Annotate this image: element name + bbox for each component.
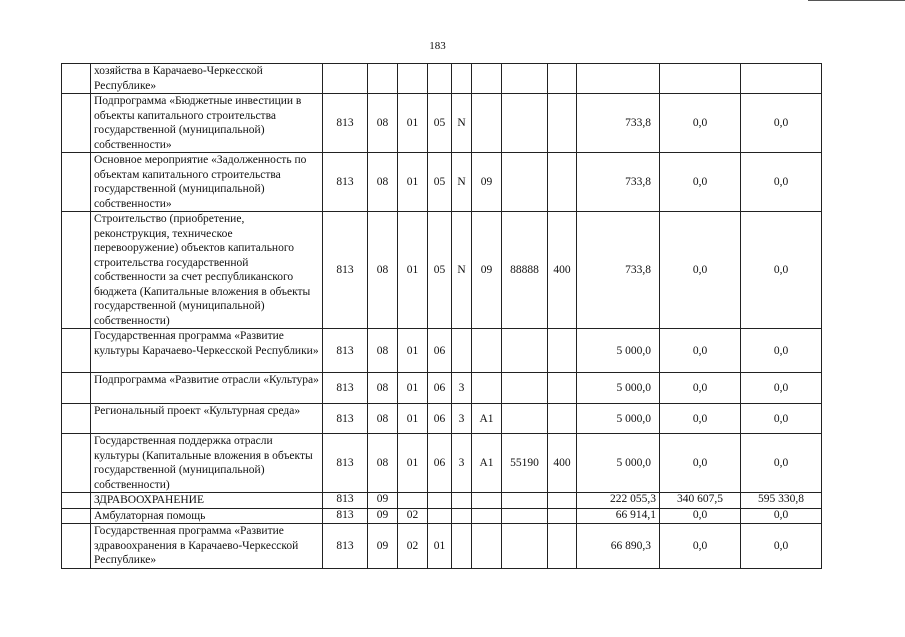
cell-subprogram: N: [452, 153, 472, 212]
row-name: Подпрограмма «Бюджетные инвестиции в объекты капитального строительства государственной (муниципальной) собственности»: [91, 94, 323, 153]
cell-program: 06: [428, 373, 452, 404]
table-row: [62, 524, 822, 569]
amount-year-2: 0,0: [660, 524, 741, 569]
amount-year-3: 595 330,8: [741, 493, 822, 509]
cell-subprogram: [452, 329, 472, 373]
amount-year-1: 5 000,0: [577, 404, 660, 434]
cell-activity: [472, 508, 502, 524]
cell-subsection: 01: [398, 404, 428, 434]
cell-ministry: 813: [323, 524, 368, 569]
row-name: ЗДРАВООХРАНЕНИЕ: [91, 493, 323, 509]
cell-subsection: 02: [398, 508, 428, 524]
cell-expense-type: [548, 373, 577, 404]
cell-subprogram: N: [452, 94, 472, 153]
cell-section: 08: [368, 434, 398, 493]
amount-year-1: 5 000,0: [577, 329, 660, 373]
table-row: [62, 212, 822, 329]
cell-direction: [502, 508, 548, 524]
amount-year-2: 0,0: [660, 404, 741, 434]
row-name: Подпрограмма «Развитие отрасли «Культура»: [91, 373, 323, 404]
row-number: [62, 493, 91, 509]
cell-subsection: 01: [398, 373, 428, 404]
cell-section: [368, 64, 398, 94]
cell-subprogram: [452, 64, 472, 94]
cell-section: 08: [368, 329, 398, 373]
cell-program: [428, 64, 452, 94]
cell-direction: [502, 524, 548, 569]
cell-section: 08: [368, 153, 398, 212]
cell-section: 09: [368, 508, 398, 524]
amount-year-3: 0,0: [741, 508, 822, 524]
cell-expense-type: [548, 404, 577, 434]
row-number: [62, 434, 91, 493]
amount-year-2: 0,0: [660, 508, 741, 524]
cell-section: 09: [368, 493, 398, 509]
row-name: Строительство (приобретение, реконструкция, техническое перевооружение) объектов капитального строительства государственной собственности за счет республиканского бюджета (Капитальные вложения в объекты государственной (муниципальной) собственности): [91, 212, 323, 329]
amount-year-3: 0,0: [741, 94, 822, 153]
cell-expense-type: [548, 508, 577, 524]
cell-section: 09: [368, 524, 398, 569]
cell-subprogram: 3: [452, 373, 472, 404]
cell-program: 06: [428, 434, 452, 493]
amount-year-1: 733,8: [577, 94, 660, 153]
cell-direction: [502, 153, 548, 212]
cell-section: 08: [368, 94, 398, 153]
row-name: хозяйства в Карачаево-Черкесской Республике»: [91, 64, 323, 94]
cell-subsection: [398, 64, 428, 94]
cell-subsection: 02: [398, 524, 428, 569]
amount-year-1: [577, 64, 660, 94]
table-row: [62, 153, 822, 212]
cell-ministry: 813: [323, 434, 368, 493]
amount-year-2: 340 607,5: [660, 493, 741, 509]
row-name: Основное мероприятие «Задолженность по объектам капитального строительства государственной (муниципальной) собственности»: [91, 153, 323, 212]
cell-subprogram: [452, 508, 472, 524]
cell-ministry: 813: [323, 329, 368, 373]
cell-direction: [502, 94, 548, 153]
row-number: [62, 508, 91, 524]
amount-year-3: 0,0: [741, 524, 822, 569]
table-row: [62, 508, 822, 524]
table-row: [62, 404, 822, 434]
cell-direction: [502, 493, 548, 509]
cell-program: 05: [428, 153, 452, 212]
cell-expense-type: [548, 64, 577, 94]
table-row: [62, 329, 822, 373]
amount-year-2: 0,0: [660, 94, 741, 153]
cell-subprogram: [452, 524, 472, 569]
cell-subsection: 01: [398, 94, 428, 153]
table-row: [62, 373, 822, 404]
cell-expense-type: [548, 524, 577, 569]
amount-year-3: 0,0: [741, 153, 822, 212]
row-number: [62, 64, 91, 94]
cell-subprogram: 3: [452, 404, 472, 434]
amount-year-3: 0,0: [741, 404, 822, 434]
cell-expense-type: 400: [548, 212, 577, 329]
cell-subsection: [398, 493, 428, 509]
amount-year-3: 0,0: [741, 329, 822, 373]
cell-program: 06: [428, 404, 452, 434]
cell-subprogram: [452, 493, 472, 509]
cell-program: 06: [428, 329, 452, 373]
cell-subprogram: 3: [452, 434, 472, 493]
cell-ministry: 813: [323, 153, 368, 212]
cell-direction: [502, 373, 548, 404]
amount-year-1: 733,8: [577, 212, 660, 329]
cell-expense-type: [548, 329, 577, 373]
row-name: Государственная программа «Развитие здравоохранения в Карачаево-Черкесской Республике»: [91, 524, 323, 569]
row-number: [62, 524, 91, 569]
amount-year-2: 0,0: [660, 434, 741, 493]
row-number: [62, 373, 91, 404]
cell-direction: 55190: [502, 434, 548, 493]
cell-ministry: [323, 64, 368, 94]
amount-year-1: 5 000,0: [577, 434, 660, 493]
cell-program: [428, 493, 452, 509]
page-number: 183: [429, 40, 446, 52]
row-name: Государственная программа «Развитие культуры Карачаево-Черкесской Республики»: [91, 329, 323, 373]
cell-direction: [502, 329, 548, 373]
cell-activity: [472, 329, 502, 373]
cell-activity: [472, 373, 502, 404]
amount-year-2: 0,0: [660, 212, 741, 329]
cell-subsection: 01: [398, 329, 428, 373]
amount-year-1: 66 914,1: [577, 508, 660, 524]
amount-year-1: 5 000,0: [577, 373, 660, 404]
cell-activity: 09: [472, 153, 502, 212]
cell-section: 08: [368, 373, 398, 404]
amount-year-1: 733,8: [577, 153, 660, 212]
cell-expense-type: [548, 493, 577, 509]
cell-program: 05: [428, 212, 452, 329]
row-number: [62, 329, 91, 373]
cell-expense-type: [548, 153, 577, 212]
cell-direction: 88888: [502, 212, 548, 329]
cell-section: 08: [368, 212, 398, 329]
amount-year-2: 0,0: [660, 329, 741, 373]
cell-activity: [472, 493, 502, 509]
row-name: Амбулаторная помощь: [91, 508, 323, 524]
cell-section: 08: [368, 404, 398, 434]
cell-ministry: 813: [323, 212, 368, 329]
amount-year-1: 66 890,3: [577, 524, 660, 569]
row-name: Государственная поддержка отрасли культуры (Капитальные вложения в объекты государственной (муниципальной) собственности): [91, 434, 323, 493]
cell-ministry: 813: [323, 508, 368, 524]
cell-activity: [472, 64, 502, 94]
table-row: [62, 64, 822, 94]
amount-year-2: [660, 64, 741, 94]
cell-activity: 09: [472, 212, 502, 329]
cell-ministry: 813: [323, 404, 368, 434]
cell-ministry: 813: [323, 493, 368, 509]
table-row: [62, 94, 822, 153]
cell-activity: [472, 524, 502, 569]
cell-subsection: 01: [398, 212, 428, 329]
cell-activity: [472, 94, 502, 153]
cell-program: [428, 508, 452, 524]
amount-year-3: 0,0: [741, 434, 822, 493]
cell-direction: [502, 404, 548, 434]
corner-rule: [808, 0, 905, 1]
cell-program: 05: [428, 94, 452, 153]
cell-program: 01: [428, 524, 452, 569]
amount-year-3: [741, 64, 822, 94]
cell-subsection: 01: [398, 434, 428, 493]
cell-ministry: 813: [323, 94, 368, 153]
row-number: [62, 212, 91, 329]
amount-year-3: 0,0: [741, 212, 822, 329]
row-number: [62, 94, 91, 153]
amount-year-2: 0,0: [660, 373, 741, 404]
row-number: [62, 153, 91, 212]
cell-activity: A1: [472, 404, 502, 434]
row-name: Региональный проект «Культурная среда»: [91, 404, 323, 434]
budget-table: [61, 63, 822, 569]
cell-activity: A1: [472, 434, 502, 493]
cell-expense-type: [548, 94, 577, 153]
table-row: [62, 434, 822, 493]
cell-expense-type: 400: [548, 434, 577, 493]
amount-year-2: 0,0: [660, 153, 741, 212]
amount-year-1: 222 055,3: [577, 493, 660, 509]
cell-direction: [502, 64, 548, 94]
cell-ministry: 813: [323, 373, 368, 404]
amount-year-3: 0,0: [741, 373, 822, 404]
table-row: [62, 493, 822, 509]
cell-subsection: 01: [398, 153, 428, 212]
cell-subprogram: N: [452, 212, 472, 329]
row-number: [62, 404, 91, 434]
